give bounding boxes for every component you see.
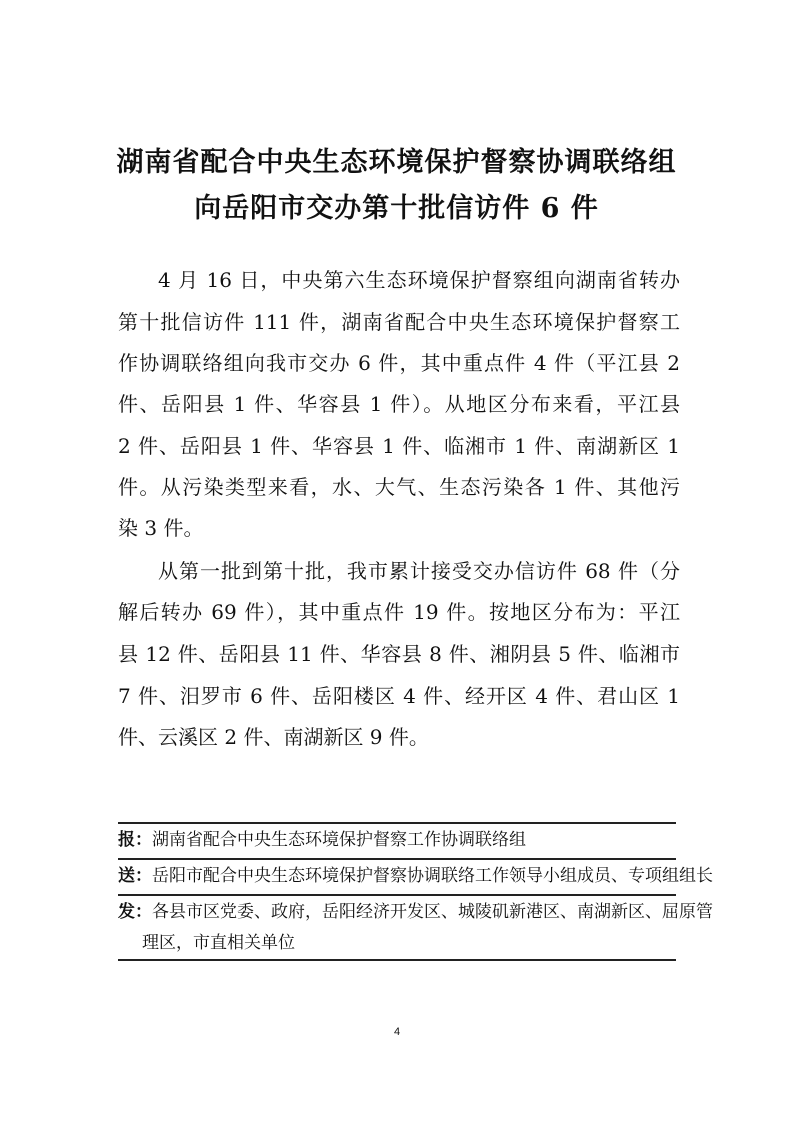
body-line: 县 12 件、岳阳县 11 件、华容县 8 件、湘阴县 5 件、临湘市 (118, 642, 680, 666)
divider-rule (118, 894, 676, 896)
body-line: 2 件、岳阳县 1 件、华容县 1 件、临湘市 1 件、南湖新区 1 (118, 434, 680, 458)
report-value: 湖南省配合中央生态环境保护督察工作协调联络组 (152, 830, 526, 850)
send-to-line (118, 864, 713, 888)
issue-value-line-1: 各县市区党委、政府，岳阳经济开发区、城陵矶新港区、南湖新区、屈原管 (152, 902, 713, 922)
body-line: 4 月 16 日，中央第六生态环境保护督察组向湖南省转办 (158, 268, 680, 292)
send-value: 岳阳市配合中央生态环境保护督察协调联络工作领导小组成员、专项组组长 (152, 866, 713, 886)
body-line: 作协调联络组向我市交办 6 件，其中重点件 4 件（平江县 2 (118, 351, 680, 375)
body-line: 件、云溪区 2 件、南湖新区 9 件。 (118, 725, 429, 749)
divider-rule (118, 822, 676, 824)
issue-value-line-2: 理区，市直相关单位 (142, 933, 295, 953)
report-label: 报： (118, 830, 152, 850)
issue-label: 发： (118, 902, 152, 922)
issue-to-line (118, 900, 713, 924)
body-line: 件、岳阳县 1 件、华容县 1 件）。从地区分布来看，平江县 (118, 392, 680, 416)
divider-rule (118, 959, 676, 961)
page-number: 4 (393, 1026, 401, 1038)
body-line: 7 件、汨罗市 6 件、岳阳楼区 4 件、经开区 4 件、君山区 1 (118, 684, 680, 708)
send-label: 送： (118, 866, 152, 886)
report-to-line (118, 828, 526, 852)
body-line: 第十批信访件 111 件，湖南省配合中央生态环境保护督察工 (118, 310, 680, 334)
document-title-line-2: 向岳阳市交办第十批信访件 6 件 (194, 193, 599, 224)
body-line: 件。从污染类型来看，水、大气、生态污染各 1 件、其他污 (118, 475, 680, 499)
document-title-line-1: 湖南省配合中央生态环境保护督察协调联络组 (116, 147, 677, 178)
body-line: 解后转办 69 件），其中重点件 19 件。按地区分布为：平江 (118, 600, 680, 624)
body-line: 染 3 件。 (118, 516, 204, 540)
body-line: 从第一批到第十批，我市累计接受交办信访件 68 件（分 (158, 559, 680, 583)
divider-rule (118, 858, 676, 860)
